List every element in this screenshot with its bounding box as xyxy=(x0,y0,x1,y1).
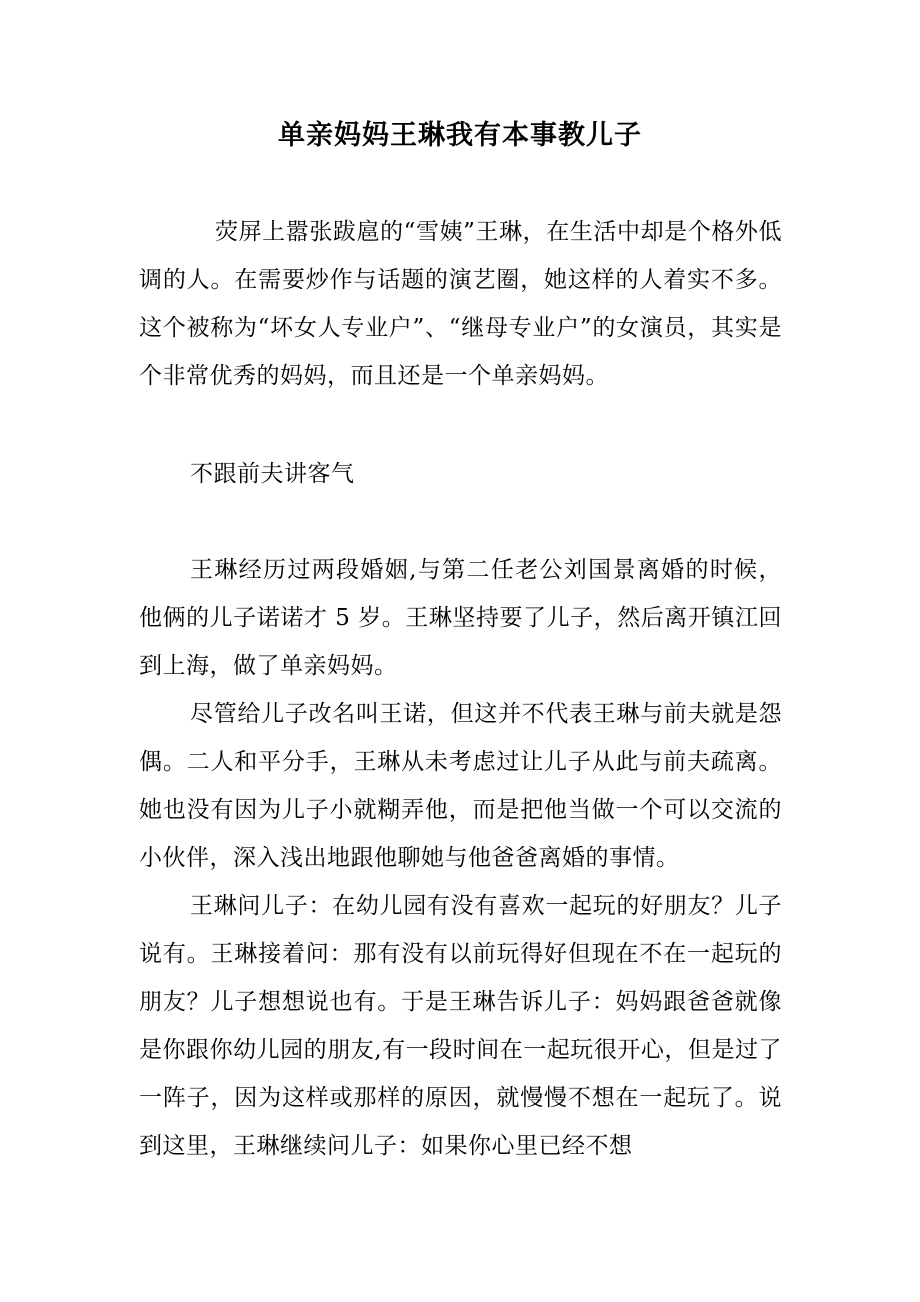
document-title: 单亲妈妈王琳我有本事教儿子 xyxy=(278,120,642,151)
section-heading: 不跟前夫讲客气 xyxy=(190,461,355,487)
paragraph-renaming: 尽管给儿子改名叫王诺，但这并不代表王琳与前夫就是怨偶。二人和平分手，王琳从未考虑过让儿子从此与前夫疏离。她也没有因为儿子小就糊弄他，而是把他当做一个可以交流的小伙伴，深入浅出地跟他聊她与他爸爸离婚的事情。 xyxy=(139,701,782,871)
paragraph-conversation: 王琳问儿子：在幼儿园有没有喜欢一起玩的好朋友？儿子说有。王琳接着问：那有没有以前玩得好但现在不在一起玩的朋友？儿子想想说也有。于是王琳告诉儿子：妈妈跟爸爸就像是你跟你幼儿园的朋友,有一段时间在一起玩很开心，但是过了一阵子，因为这样或那样的原因，就慢慢不想在一起玩了。说到这里，王琳继续问儿子：如果你心里已经不想 xyxy=(139,893,782,1159)
paragraph-divorce: 王琳经历过两段婚姻,与第二任老公刘国景离婚的时候，他俩的儿子诺诺才 5 岁。王琳坚持要了儿子，然后离开镇江回到上海，做了单亲妈妈。 xyxy=(139,557,782,679)
paragraph-intro: 荧屏上嚣张跋扈的“雪姨”王琳，在生活中却是个格外低调的人。在需要炒作与话题的演艺圈，她这样的人着实不多。这个被称为“坏女人专业户”、“继母专业户”的女演员，其实是个非常优秀的妈妈，而且还是一个单亲妈妈。 xyxy=(139,219,782,389)
